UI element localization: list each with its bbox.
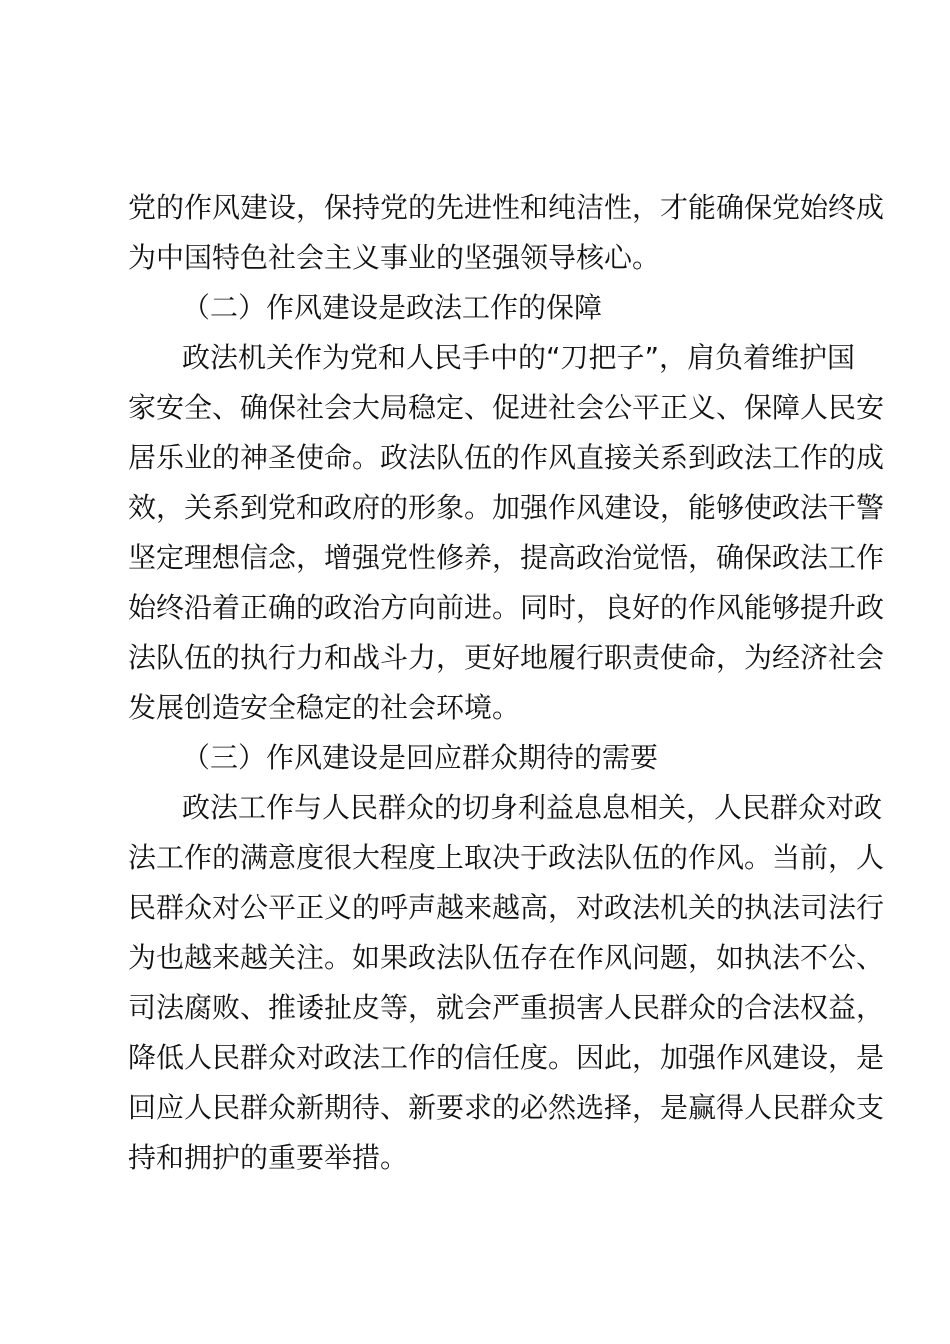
paragraph-line: 党的作风建设，保持党的先进性和纯洁性，才能确保党始终成 [128,191,885,224]
paragraph-line: 司法腐败、推诿扯皮等，就会严重损害人民群众的合法权益， [128,991,885,1024]
paragraph-line: 为中国特色社会主义事业的坚强领导核心。 [128,241,661,274]
paragraph-line: 民群众对公平正义的呼声越来越高，对政法机关的执法司法行 [128,891,885,924]
section-heading: （三）作风建设是回应群众期待的需要 [182,741,659,774]
paragraph-line: 始终沿着正确的政治方向前进。同时，良好的作风能够提升政 [128,591,885,624]
paragraph-line: 为也越来越关注。如果政法队伍存在作风问题，如执法不公、 [128,941,885,974]
paragraph-line: 政法机关作为党和人民手中的“刀把子”，肩负着维护国 [182,341,856,374]
paragraph-line: 发展创造安全稳定的社会环境。 [128,691,521,724]
paragraph-line: 效，关系到党和政府的形象。加强作风建设，能够使政法干警 [128,491,885,524]
paragraph-line: 坚定理想信念，增强党性修养，提高政治觉悟，确保政法工作 [128,541,885,574]
section-heading: （二）作风建设是政法工作的保障 [182,291,603,324]
paragraph-line: 降低人民群众对政法工作的信任度。因此，加强作风建设，是 [128,1041,885,1074]
paragraph-line: 持和拥护的重要举措。 [128,1141,409,1174]
paragraph-line: 回应人民群众新期待、新要求的必然选择，是赢得人民群众支 [128,1091,885,1124]
document-body [128,183,885,1183]
paragraph-line: 政法工作与人民群众的切身利益息息相关，人民群众对政 [182,791,883,824]
paragraph-line: 法工作的满意度很大程度上取决于政法队伍的作风。当前，人 [128,841,885,874]
paragraph-line: 法队伍的执行力和战斗力，更好地履行职责使命，为经济社会 [128,641,885,674]
paragraph-line: 居乐业的神圣使命。政法队伍的作风直接关系到政法工作的成 [128,441,885,474]
paragraph-line: 家安全、确保社会大局稳定、促进社会公平正义、保障人民安 [128,391,885,424]
